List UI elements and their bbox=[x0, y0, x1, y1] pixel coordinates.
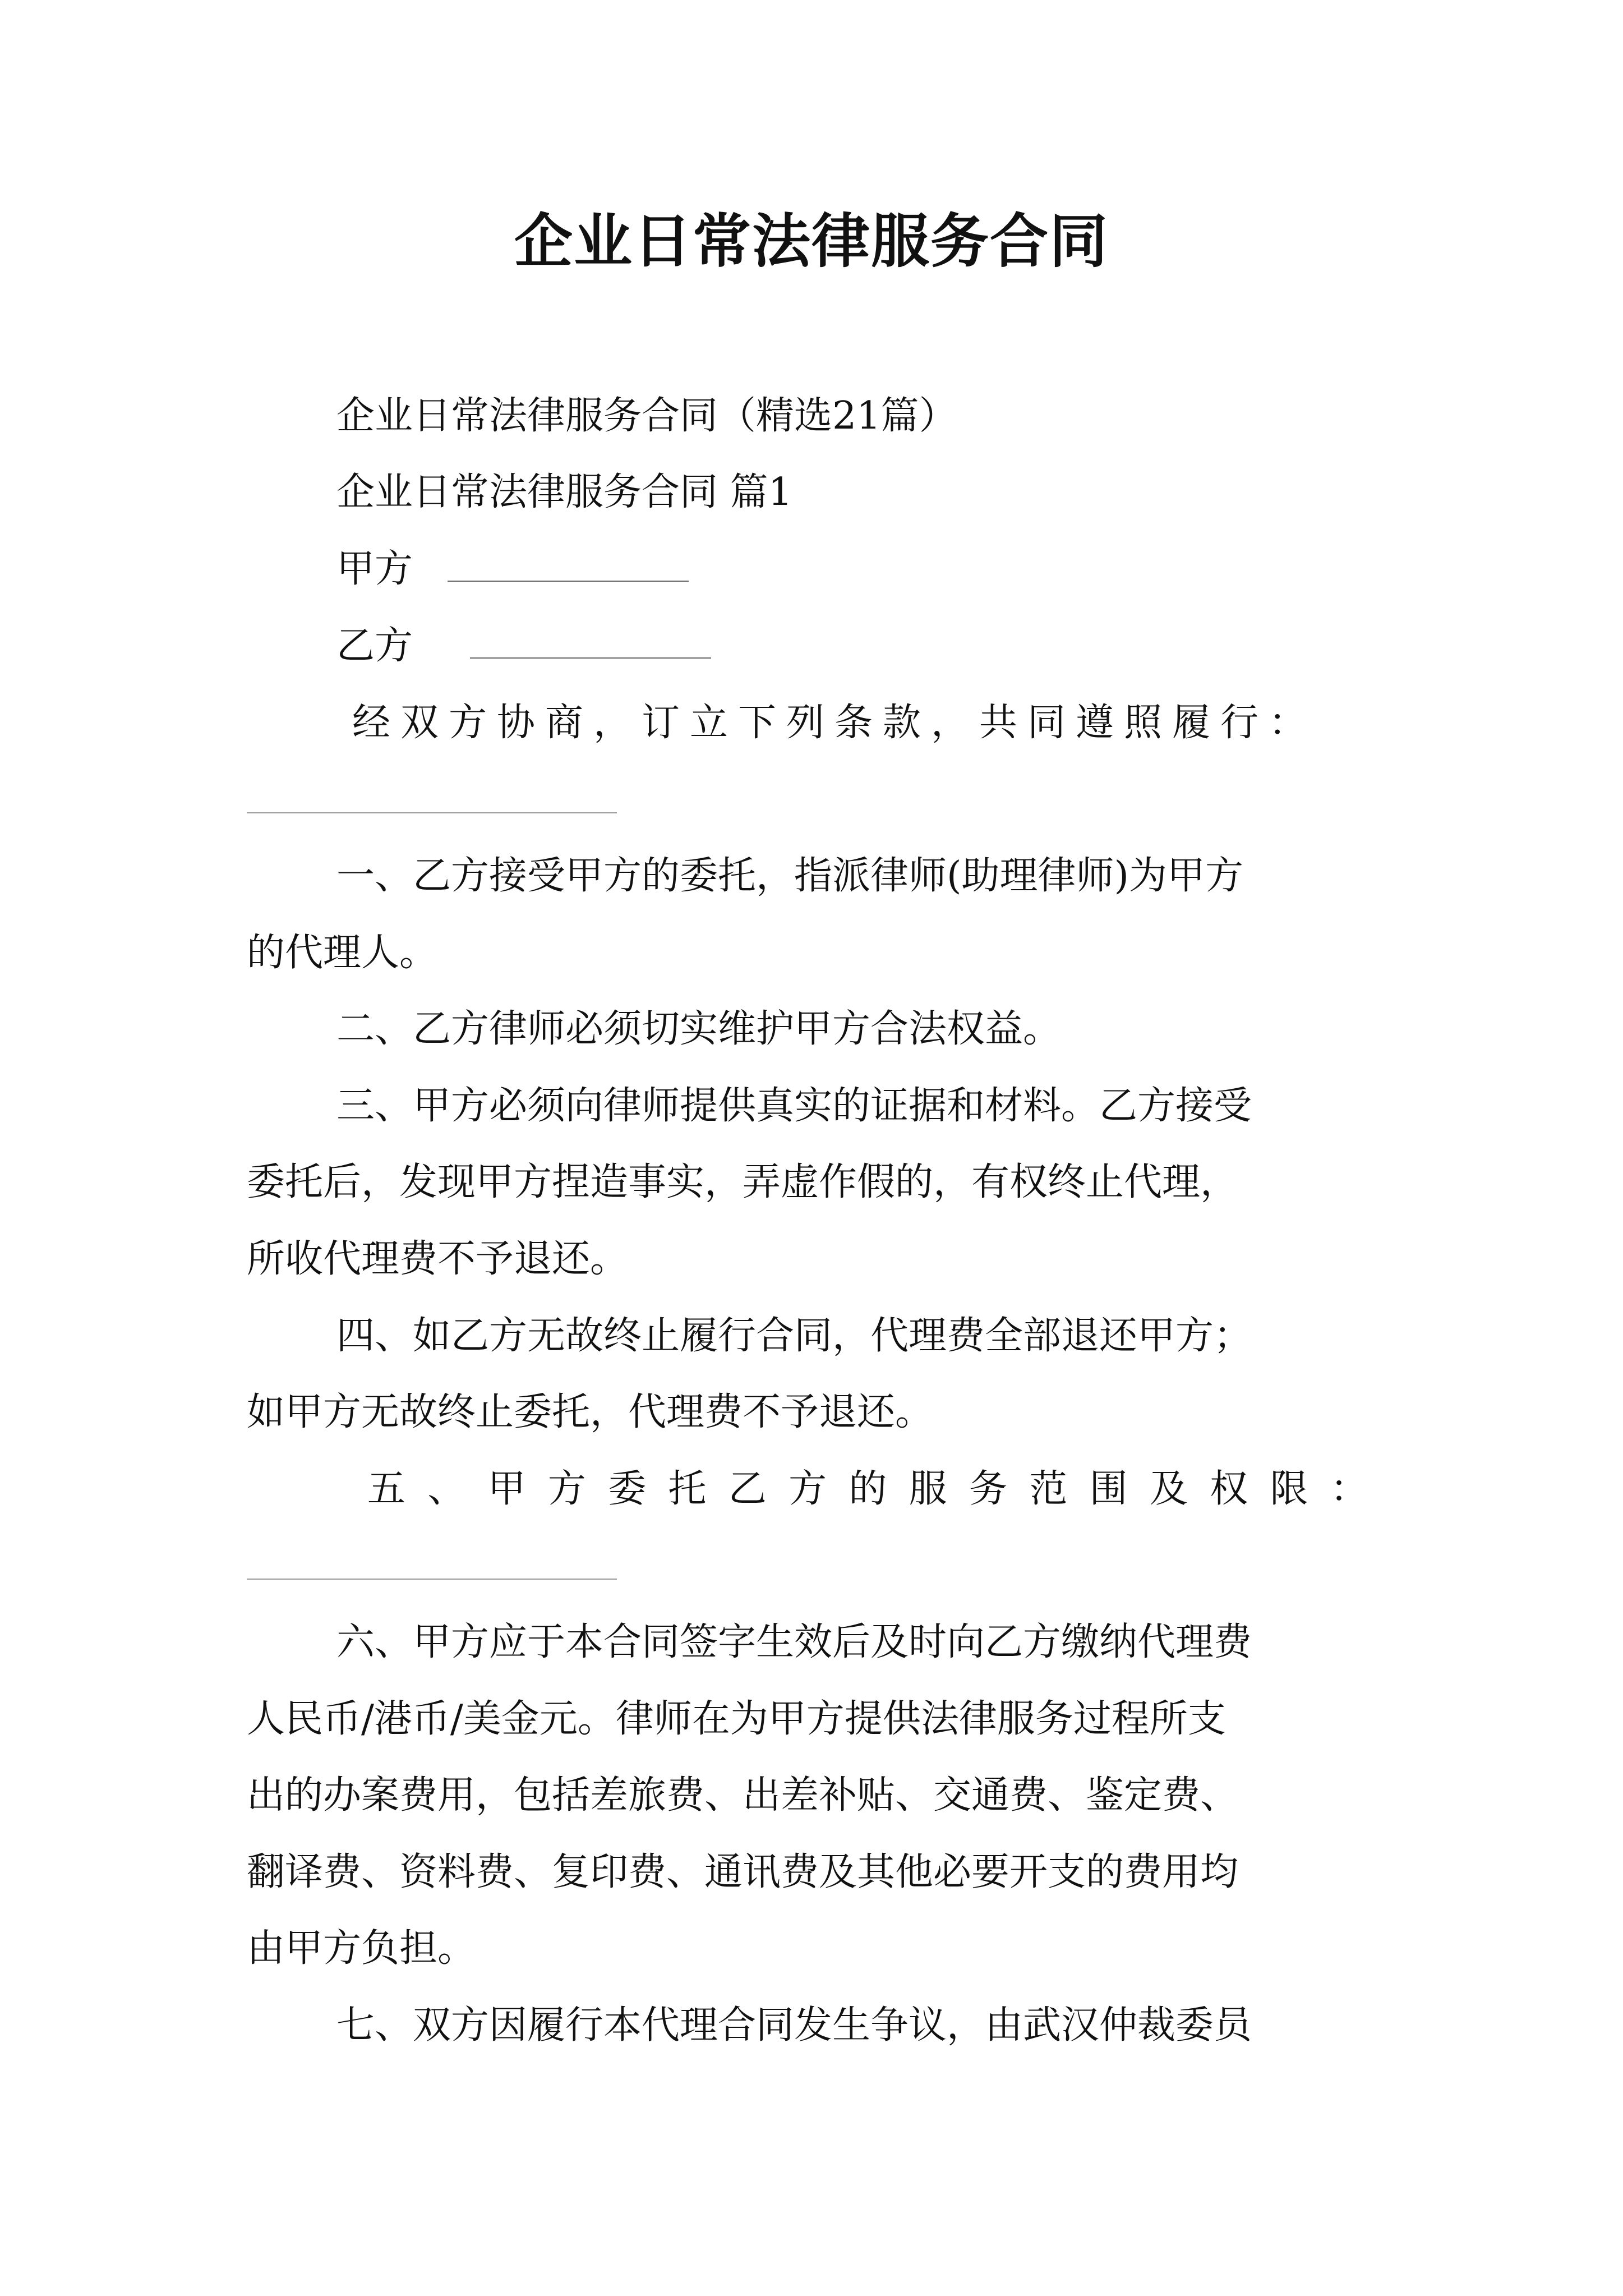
party-a-row bbox=[336, 544, 689, 595]
party-b-row bbox=[336, 621, 711, 671]
clause-2: 二、乙方律师必须切实维护甲方合法权益。 bbox=[336, 1007, 1062, 1051]
clause-5-char: 托 bbox=[668, 1467, 707, 1511]
clause-6-line-2: 人民币/港币/美金元。律师在为甲方提供法律服务过程所支 bbox=[247, 1697, 1226, 1741]
fill-in-rule-1 bbox=[247, 812, 617, 813]
party-b-blank bbox=[470, 625, 711, 659]
clause-4-line-1: 四、如乙方无故终止履行合同，代理费全部退还甲方； bbox=[336, 1314, 1252, 1358]
section-heading: 企业日常法律服务合同 篇1 bbox=[336, 470, 792, 514]
clause-3-line-3: 所收代理费不予退还。 bbox=[247, 1237, 629, 1281]
clause-7-line-1: 七、双方因履行本代理合同发生争议，由武汉仲裁委员 bbox=[336, 2003, 1252, 2047]
clause-5-line bbox=[367, 1464, 1368, 1515]
clause-5-char: 的 bbox=[849, 1467, 887, 1511]
clause-6-line-3: 出的办案费用，包括差旅费、出差补贴、交通费、鉴定费、 bbox=[247, 1773, 1239, 1818]
clause-6-line-4: 翻译费、资料费、复印费、通讯费及其他必要开支的费用均 bbox=[247, 1850, 1239, 1894]
clause-5-char: 五 bbox=[367, 1467, 406, 1511]
clause-5-char: 委 bbox=[608, 1467, 647, 1511]
clause-3-line-2: 委托后，发现甲方捏造事实，弄虚作假的，有权终止代理， bbox=[247, 1160, 1239, 1204]
clause-3-line-1: 三、甲方必须向律师提供真实的证据和材料。乙方接受 bbox=[336, 1084, 1252, 1128]
clause-5-char: 、 bbox=[427, 1467, 466, 1511]
clause-5-char: 乙 bbox=[728, 1467, 767, 1511]
clause-5-char: 服 bbox=[909, 1467, 947, 1511]
party-a-label: 甲方 bbox=[336, 547, 413, 591]
party-a-blank bbox=[448, 548, 689, 582]
clause-5-char: 围 bbox=[1089, 1467, 1128, 1511]
clause-5-char: 限 bbox=[1270, 1467, 1308, 1511]
clause-5-char: 权 bbox=[1210, 1467, 1248, 1511]
document-title: 企业日常法律服务合同 bbox=[514, 206, 1109, 275]
document-subtitle: 企业日常法律服务合同（精选21篇） bbox=[336, 394, 957, 438]
clause-5-char: 范 bbox=[1029, 1467, 1068, 1511]
clause-6-line-1: 六、甲方应于本合同签字生效后及时向乙方缴纳代理费 bbox=[336, 1620, 1252, 1664]
clause-6-line-5: 由甲方负担。 bbox=[247, 1926, 476, 1971]
clause-5-char: 方 bbox=[789, 1467, 827, 1511]
clause-5-char: 及 bbox=[1149, 1467, 1188, 1511]
intro-line: 经双方协商，订立下列条款，共同遵照履行： bbox=[352, 701, 1317, 745]
party-b-label: 乙方 bbox=[336, 624, 413, 668]
clause-1-line-1: 一、乙方接受甲方的委托，指派律师(助理律师)为甲方 bbox=[336, 854, 1244, 898]
clause-5-char: 甲 bbox=[487, 1467, 526, 1511]
clause-1-line-2: 的代理人。 bbox=[247, 931, 438, 975]
clause-4-line-2: 如甲方无故终止委托，代理费不予退还。 bbox=[247, 1390, 934, 1434]
clause-5-char: 方 bbox=[547, 1467, 586, 1511]
fill-in-rule-2 bbox=[247, 1579, 617, 1580]
clause-5-char: ： bbox=[1330, 1467, 1368, 1511]
clause-5-char: 务 bbox=[969, 1467, 1007, 1511]
